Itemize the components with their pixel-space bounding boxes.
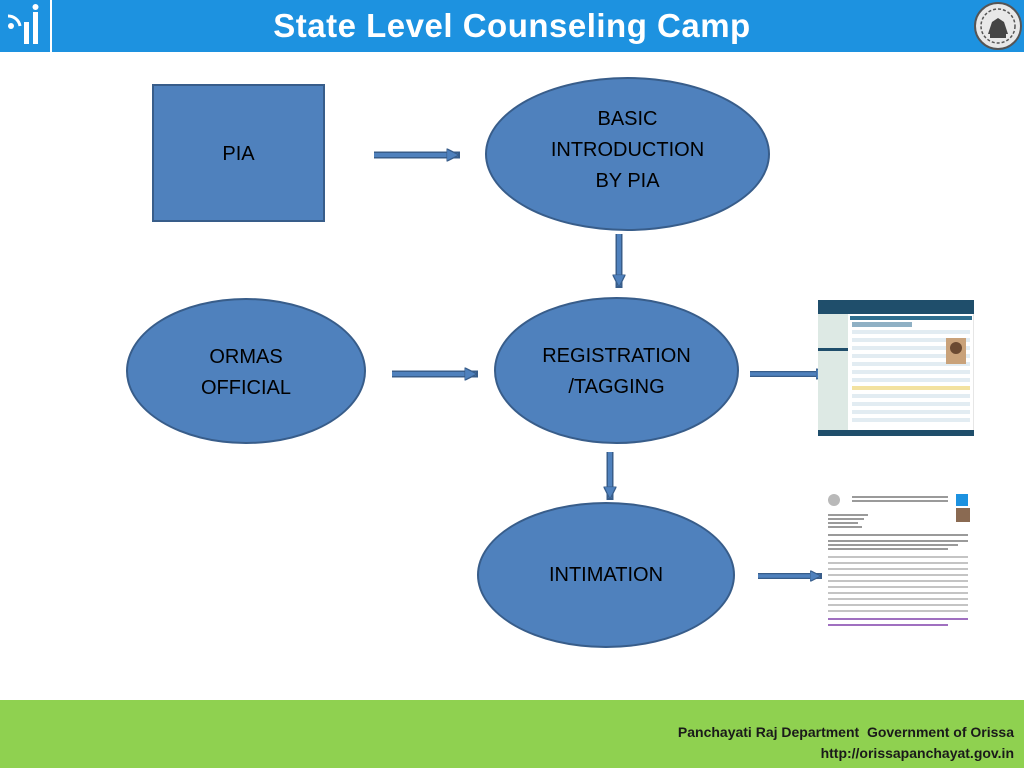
pia-label: PIA	[222, 143, 255, 165]
registration-line-1: REGISTRATION	[542, 345, 691, 367]
intimation-label: INTIMATION	[548, 564, 664, 586]
ormas-line-1: ORMAS	[209, 346, 283, 368]
registration-line-2: /TAGGING	[568, 376, 665, 398]
ormas-line-2: OFFICIAL	[200, 377, 291, 399]
footer-url: http://orissapanchayat.gov.in	[820, 745, 1014, 761]
intimation-letter-image	[822, 490, 974, 640]
basic-intro-line-1: BASIC	[597, 108, 658, 130]
registration-screenshot-image	[818, 300, 974, 436]
basic-intro-line-3: BY PIA	[595, 170, 660, 192]
basic-intro-line-2: INTRODUCTION	[550, 139, 705, 161]
page-title: State Level Counseling Camp	[273, 7, 751, 44]
footer-department: Panchayati Raj Department Government of Orissa	[677, 724, 1014, 740]
